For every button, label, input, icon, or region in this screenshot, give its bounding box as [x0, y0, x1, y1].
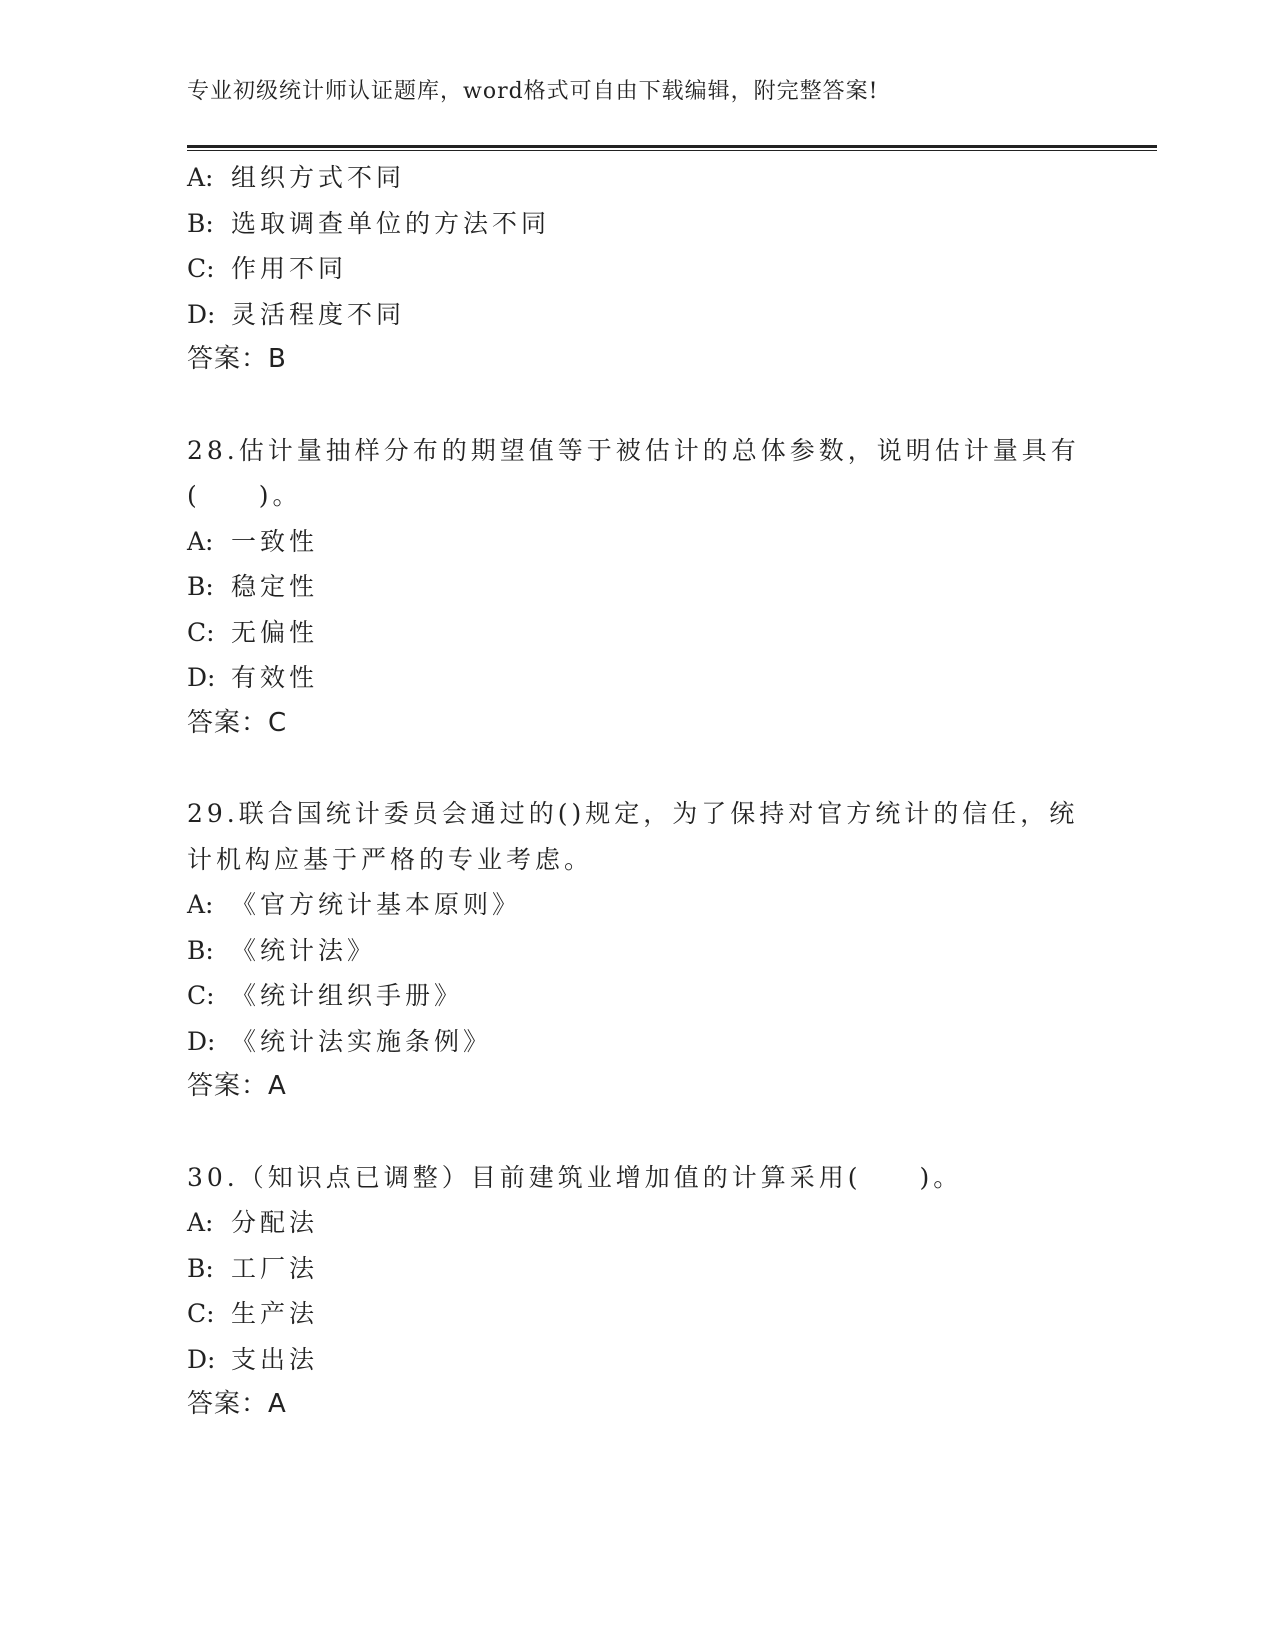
option-a — [187, 155, 1087, 201]
option-letter: D: — [187, 299, 216, 329]
option-letter: D: — [187, 1344, 216, 1374]
option-letter: A: — [187, 526, 214, 556]
option-letter: B: — [187, 1253, 214, 1283]
option-letter: C: — [187, 254, 215, 283]
option-letter: B: — [187, 935, 214, 965]
option-text: 《统计组织手册》 — [231, 981, 464, 1010]
header-divider — [187, 145, 1157, 151]
option-letter: C: — [187, 1299, 215, 1328]
answer-line: 答案：A — [187, 1071, 287, 1101]
option-a — [187, 519, 1087, 565]
document-body — [187, 155, 1087, 1428]
option-c — [187, 1291, 1087, 1337]
option-c — [187, 246, 1087, 292]
option-text: 有效性 — [231, 663, 319, 692]
option-text: 作用不同 — [231, 254, 348, 283]
question-text-line: 29.联合国统计委员会通过的()规定，为了保持对官方统计的信任，统 — [187, 799, 1079, 828]
option-text: 分配法 — [231, 1208, 319, 1237]
option-d — [187, 292, 1087, 338]
option-letter: D: — [187, 663, 216, 692]
option-text: 灵活程度不同 — [231, 299, 406, 329]
option-letter: B: — [187, 572, 214, 601]
option-text: 《统计法实施条例》 — [231, 1026, 493, 1056]
question-27-continued — [187, 155, 1087, 383]
option-letter: D: — [187, 1026, 216, 1056]
option-b — [187, 564, 1087, 610]
option-text: 《官方统计基本原则》 — [231, 890, 522, 919]
option-text: 稳定性 — [231, 572, 319, 601]
option-d — [187, 1337, 1087, 1383]
option-b — [187, 201, 1087, 247]
option-d — [187, 1019, 1087, 1065]
option-letter: C: — [187, 617, 215, 647]
option-letter: B: — [187, 208, 214, 238]
option-a — [187, 1200, 1087, 1246]
answer-line: 答案：B — [187, 344, 287, 374]
option-b — [187, 928, 1087, 974]
question-28 — [187, 428, 1087, 747]
question-30 — [187, 1155, 1087, 1428]
option-d — [187, 655, 1087, 701]
option-text: 支出法 — [231, 1344, 319, 1374]
page-header: 专业初级统计师认证题库，word格式可自由下载编辑，附完整答案! — [187, 79, 879, 104]
option-letter: A: — [187, 1208, 214, 1237]
option-text: 生产法 — [231, 1299, 319, 1328]
option-b — [187, 1246, 1087, 1292]
question-29 — [187, 791, 1087, 1110]
option-c — [187, 610, 1087, 656]
option-c — [187, 973, 1087, 1019]
option-letter: C: — [187, 981, 215, 1010]
option-letter: A: — [187, 890, 214, 919]
option-a — [187, 882, 1087, 928]
answer-line: 答案：A — [187, 1389, 287, 1419]
option-text: 组织方式不同 — [231, 163, 406, 192]
option-text: 一致性 — [231, 526, 319, 556]
option-letter: A: — [187, 163, 214, 192]
option-text: 工厂法 — [231, 1253, 319, 1283]
option-text: 无偏性 — [231, 617, 319, 647]
option-text: 《统计法》 — [231, 935, 377, 965]
option-text: 选取调查单位的方法不同 — [231, 208, 551, 238]
question-text-line: 30.（知识点已调整）目前建筑业增加值的计算采用( )。 — [187, 1162, 963, 1192]
question-text-line: 28.估计量抽样分布的期望值等于被估计的总体参数，说明估计量具有 — [187, 435, 1080, 465]
answer-line: 答案：C — [187, 707, 288, 738]
question-text-line: 计机构应基于严格的专业考虑。 — [187, 844, 594, 874]
question-text-line: ( )。 — [187, 481, 302, 510]
